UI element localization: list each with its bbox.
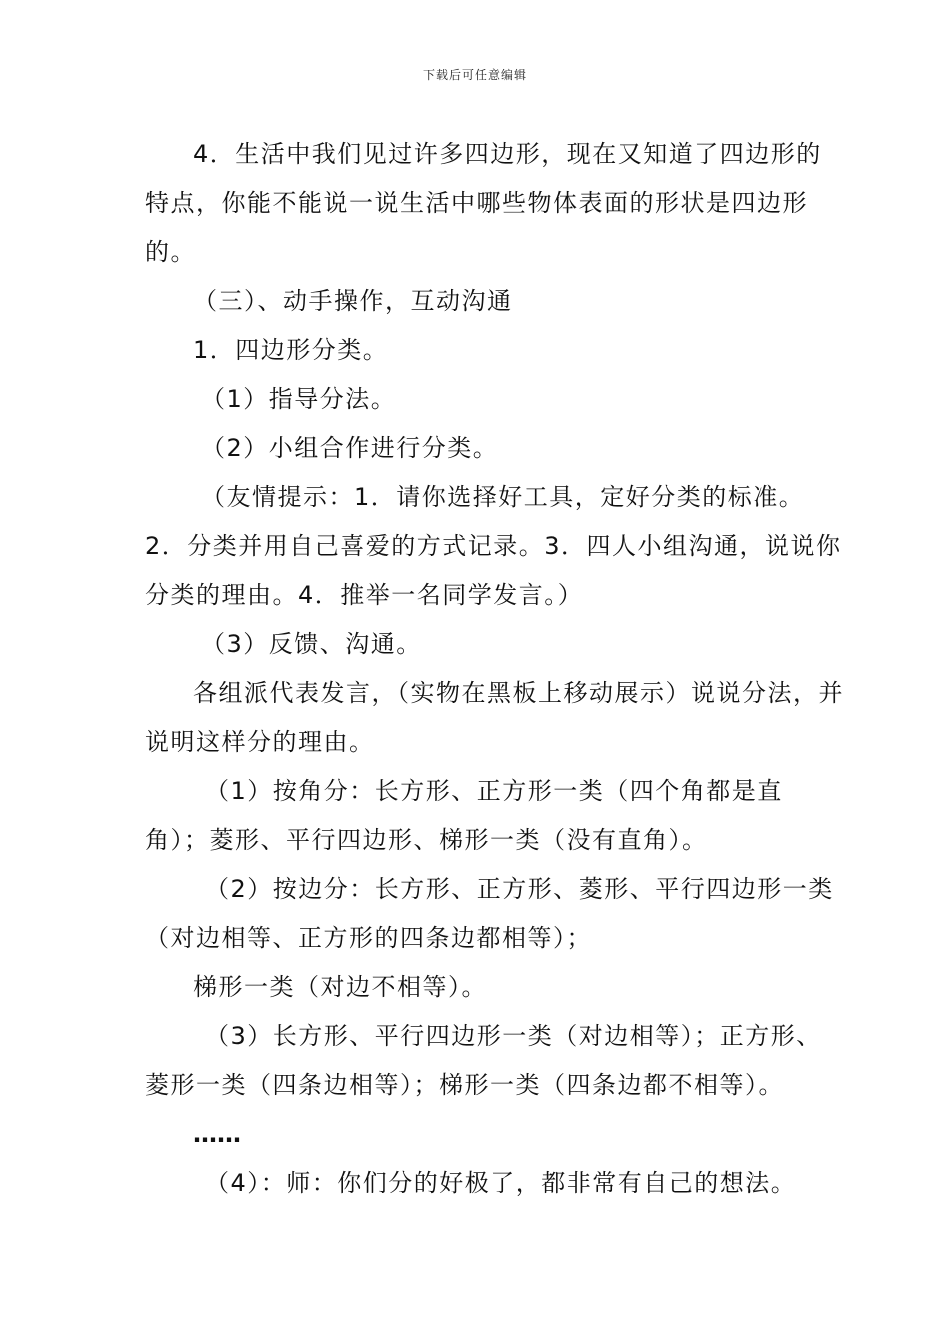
paragraph-tips: （友情提示：1．请你选择好工具，定好分类的标准。2．分类并用自己喜爱的方式记录。3．四人小组沟通，说说你分类的理由。4．推举一名同学发言。） (145, 483, 842, 609)
paragraph-trapezoid: 梯形一类（对边不相等）。 (193, 973, 487, 1001)
paragraph-step-2: （2）小组合作进行分类。 (201, 434, 499, 462)
paragraph-report: 各组派代表发言，（实物在黑板上移动展示）说说分法，并说明这样分的理由。 (145, 679, 844, 756)
section-heading: （三）、动手操作，互动沟通 (193, 287, 513, 315)
paragraph-item-4: 4．生活中我们见过许多四边形，现在又知道了四边形的特点，你能不能说一说生活中哪些物体表面的形状是四边形的。 (145, 140, 822, 266)
ellipsis: …… (193, 1120, 241, 1148)
document-body (145, 130, 845, 1208)
paragraph-step-1: （1）指导分法。 (201, 385, 397, 413)
paragraph-by-angle: （1）按角分：长方形、正方形一类（四个角都是直角）；菱形、平行四边形、梯形一类（没有直角）。 (145, 777, 783, 854)
paragraph-step-3: （3）反馈、沟通。 (201, 630, 422, 658)
paragraph-step-3b: （3）长方形、平行四边形一类（对边相等）；正方形、菱形一类（四条边相等）；梯形一类（四条边都不相等）。 (145, 1022, 822, 1099)
paragraph-classify: 1．四边形分类。 (193, 336, 389, 364)
paragraph-teacher: （4）：师：你们分的好极了，都非常有自己的想法。 (205, 1169, 797, 1197)
page-header: 下载后可任意编辑 (422, 68, 527, 82)
paragraph-by-side: （2）按边分：长方形、正方形、菱形、平行四边形一类（对边相等、正方形的四条边都相等）； (145, 875, 834, 952)
